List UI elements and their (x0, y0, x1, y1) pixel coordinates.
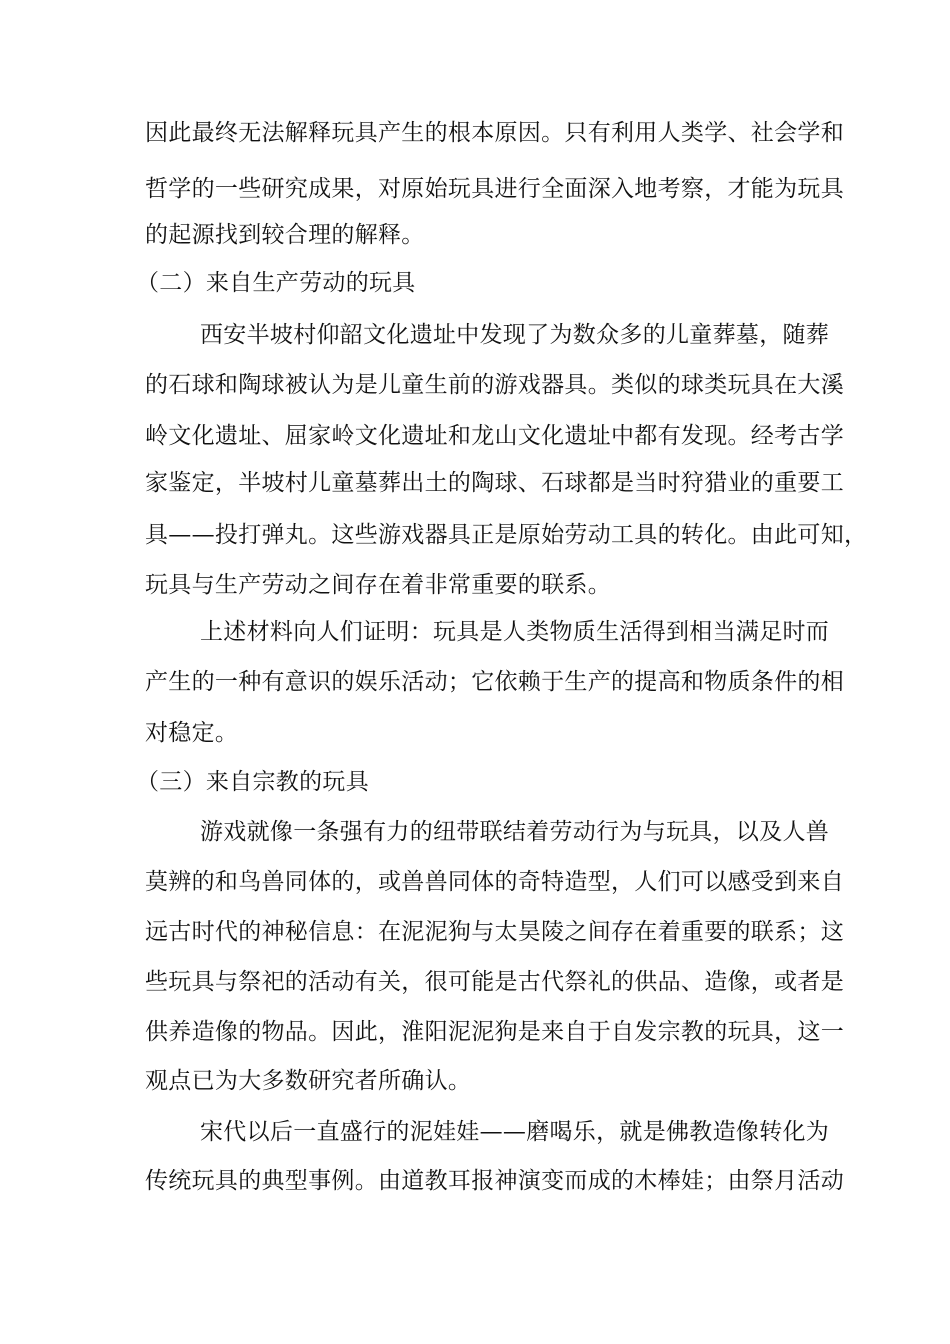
paragraph-line: 西安半坡村仰韶文化遗址中发现了为数众多的儿童葬墓，随葬 (200, 322, 830, 348)
paragraph-line: 观点已为大多数研究者所确认。 (145, 1068, 472, 1094)
paragraph-line: 岭文化遗址、屈家岭文化遗址和龙山文化遗址中都有发现。经考古学 (145, 423, 844, 449)
paragraph-line: 宋代以后一直盛行的泥娃娃——磨喝乐，就是佛教造像转化为 (200, 1119, 830, 1145)
paragraph-line: 上述材料向人们证明：玩具是人类物质生活得到相当满足时而 (200, 619, 830, 645)
section-heading: （二）来自生产劳动的玩具 (136, 270, 416, 296)
section-heading: （三）来自宗教的玩具 (136, 769, 369, 795)
paragraph-line: 产生的一种有意识的娱乐活动；它依赖于生产的提高和物质条件的相 (145, 669, 844, 695)
paragraph-line: 远古时代的神秘信息：在泥泥狗与太昊陵之间存在着重要的联系；这 (145, 919, 844, 945)
paragraph-line: 对稳定。 (145, 720, 239, 746)
paragraph-line: 游戏就像一条强有力的纽带联结着劳动行为与玩具，以及人兽 (200, 819, 830, 845)
paragraph-line: 哲学的一些研究成果，对原始玩具进行全面深入地考察，才能为玩具 (145, 176, 844, 202)
paragraph-line: 的起源找到较合理的解释。 (145, 222, 425, 248)
paragraph-line: 传统玩具的典型事例。由道教耳报神演变而成的木棒娃；由祭月活动 (145, 1168, 844, 1194)
paragraph-line: 些玩具与祭祀的活动有关，很可能是古代祭礼的供品、造像，或者是 (145, 969, 844, 995)
paragraph-line: 具——投打弹丸。这些游戏器具正是原始劳动工具的转化。由此可知， (145, 522, 868, 548)
paragraph-line: 玩具与生产劳动之间存在着非常重要的联系。 (145, 572, 611, 598)
paragraph-line: 莫辨的和鸟兽同体的，或兽兽同体的奇特造型，人们可以感受到来自 (145, 869, 844, 895)
paragraph-line: 因此最终无法解释玩具产生的根本原因。只有利用人类学、社会学和 (145, 120, 844, 146)
paragraph-line: 家鉴定，半坡村儿童墓葬出土的陶球、石球都是当时狩猎业的重要工 (145, 470, 844, 496)
paragraph-line: 的石球和陶球被认为是儿童生前的游戏器具。类似的球类玩具在大溪 (145, 372, 844, 398)
paragraph-line: 供养造像的物品。因此，淮阳泥泥狗是来自于自发宗教的玩具，这一 (145, 1019, 844, 1045)
